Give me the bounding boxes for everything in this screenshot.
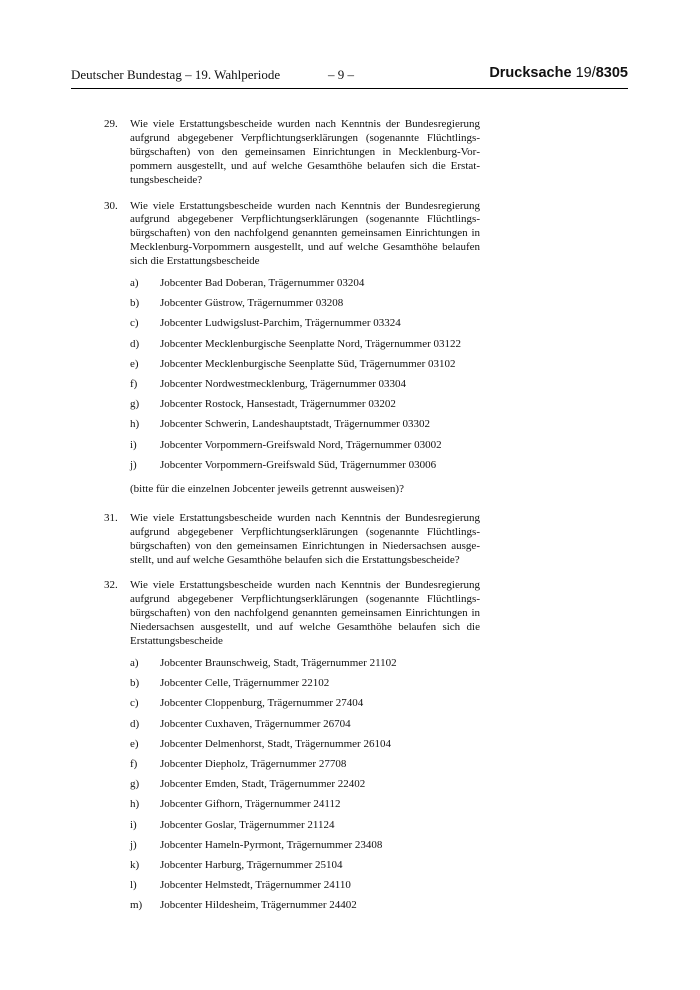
item-text: Jobcenter Vorpommern-Greifswald Süd, Trägernummer 03006 (160, 458, 437, 471)
item-text: Jobcenter Braunschweig, Stadt, Trägernummer 21102 (160, 657, 397, 669)
question-text: Wie viele Erstattungsbescheide wurden nach Kenntnis der Bundesregierung aufgrund abgegebener Verpflichtungserklärungen (sogenannte Flüchtlingsbürgschaften) von den gemeinsamen Einrichtungen in Niedersachsen ausgestellt, und auf welche Gesamthöhe belaufen sich die Erstattungsbescheide? (130, 511, 480, 566)
item-letter: i) (130, 818, 137, 831)
item-letter: g) (130, 398, 140, 411)
list-item (130, 738, 480, 758)
item-letter: j) (130, 458, 137, 471)
item-text: Jobcenter Gifhorn, Trägernummer 24112 (160, 798, 341, 811)
item-text: Jobcenter Ludwigslust-Parchim, Trägernummer 03324 (160, 317, 401, 330)
list-item (130, 879, 480, 899)
item-text: Jobcenter Helmstedt, Trägernummer 24110 (160, 879, 351, 892)
item-letter: f) (130, 757, 138, 770)
list-item (130, 317, 480, 337)
list-item (130, 459, 480, 479)
item-text: Jobcenter Emden, Stadt, Trägernummer 22402 (160, 778, 366, 791)
question-30 (104, 200, 480, 497)
list-item (130, 378, 480, 398)
list-item (130, 338, 480, 358)
list-item (130, 439, 480, 459)
question-note: (bitte für die einzelnen Jobcenter jeweils getrennt ausweisen)? (130, 482, 404, 495)
item-text: Jobcenter Cuxhaven, Trägernummer 26704 (160, 717, 351, 730)
item-letter: a) (130, 277, 139, 290)
list-item (130, 798, 480, 818)
question-number: 31. (104, 511, 118, 524)
item-letter: a) (130, 657, 139, 669)
item-text: Jobcenter Goslar, Trägernummer 21124 (160, 818, 335, 831)
item-letter: i) (130, 438, 137, 451)
item-text: Jobcenter Güstrow, Trägernummer 03208 (160, 297, 344, 310)
list-item (130, 657, 480, 677)
jobcenter-list (130, 277, 480, 479)
item-text: Jobcenter Rostock, Hansestadt, Trägernummer 03202 (160, 398, 396, 411)
document-number-prefix: 19/ (575, 65, 596, 81)
question-number: 30. (104, 199, 118, 212)
question-number: 32. (104, 579, 118, 592)
document-number: 8305 (595, 65, 628, 81)
list-item (130, 718, 480, 738)
item-text: Jobcenter Nordwestmecklenburg, Trägernummer 03304 (160, 378, 407, 390)
question-31 (104, 512, 480, 568)
item-text: Jobcenter Cloppenburg, Trägernummer 27404 (160, 697, 364, 710)
page-header (71, 66, 628, 89)
item-letter: c) (130, 317, 139, 330)
page-content (104, 118, 480, 931)
item-text: Jobcenter Harburg, Trägernummer 25104 (160, 858, 343, 871)
item-letter: f) (130, 378, 138, 390)
item-text: Jobcenter Vorpommern-Greifswald Nord, Trägernummer 03002 (160, 438, 442, 451)
item-letter: k) (130, 858, 140, 871)
item-letter: c) (130, 697, 139, 710)
question-text: Wie viele Erstattungsbescheide wurden nach Kenntnis der Bundesregierung aufgrund abgegebener Verpflichtungserklärungen (sogenannte Flüchtlingsbürgschaften) von den gemeinsamen Einrichtungen in Mecklenburg-Vorpommern ausgestellt, und auf welche Gesamthöhe belaufen sich die Erstattungsbescheide? (130, 118, 480, 186)
item-letter: d) (130, 337, 140, 350)
item-text: Jobcenter Diepholz, Trägernummer 27708 (160, 757, 347, 770)
list-item (130, 398, 480, 418)
parliament-period: Deutscher Bundestag – 19. Wahlperiode (71, 67, 281, 82)
item-letter: h) (130, 418, 140, 431)
item-letter: e) (130, 737, 139, 750)
list-item (130, 819, 480, 839)
item-letter: l) (130, 879, 137, 892)
item-letter: j) (130, 838, 137, 851)
jobcenter-list (130, 657, 480, 919)
item-letter: e) (130, 357, 139, 370)
list-item (130, 839, 480, 859)
item-text: Jobcenter Schwerin, Landeshauptstadt, Trägernummer 03302 (160, 418, 431, 431)
item-text: Jobcenter Mecklenburgische Seenplatte Nord, Trägernummer 03122 (160, 337, 462, 350)
item-letter: g) (130, 778, 140, 791)
item-text: Jobcenter Celle, Trägernummer 22102 (160, 677, 330, 690)
question-text: Wie viele Erstattungsbescheide wurden nach Kenntnis der Bundesregierung aufgrund abgegebener Verpflichtungserklärungen (sogenannte Flüchtlingsbürgschaften) von den nachfolgend genannten gemeinsamen Einrichtungen in Mecklenburg-Vorpommern ausgestellt, und auf welche Gesamthöhe belaufen sich die Erstattungsbescheide (130, 199, 480, 268)
document-reference (489, 64, 628, 83)
item-text: Jobcenter Mecklenburgische Seenplatte Süd, Trägernummer 03102 (160, 357, 456, 370)
item-text: Jobcenter Hameln-Pyrmont, Trägernummer 23408 (160, 838, 383, 851)
list-item (130, 677, 480, 697)
question-32 (104, 579, 480, 919)
list-item (130, 778, 480, 798)
list-item (130, 899, 480, 919)
list-item (130, 418, 480, 438)
list-item (130, 277, 480, 297)
list-item (130, 758, 480, 778)
item-text: Jobcenter Delmenhorst, Stadt, Trägernummer 26104 (160, 737, 391, 750)
item-text: Jobcenter Hildesheim, Trägernummer 24402 (160, 899, 357, 912)
document-label: Drucksache (489, 65, 572, 81)
list-item (130, 697, 480, 717)
list-item (130, 358, 480, 378)
item-letter: d) (130, 717, 140, 730)
item-letter: b) (130, 677, 140, 690)
list-item (130, 297, 480, 317)
item-letter: b) (130, 297, 140, 310)
question-text: Wie viele Erstattungsbescheide wurden nach Kenntnis der Bundesregierung aufgrund abgegebener Verpflichtungserklärungen (sogenannte Flüchtlingsbürgschaften) von den nachfolgend genannten gemeinsamen Einrichtungen in Niedersachsen ausgestellt, und auf welche Gesamthöhe belaufen sich die Erstattungsbescheide (130, 579, 480, 648)
question-29 (104, 118, 480, 188)
item-letter: m) (130, 899, 143, 912)
question-number: 29. (104, 118, 118, 130)
item-letter: h) (130, 798, 140, 811)
list-item (130, 859, 480, 879)
page-number: – 9 – (328, 67, 354, 82)
item-text: Jobcenter Bad Doberan, Trägernummer 03204 (160, 277, 365, 290)
